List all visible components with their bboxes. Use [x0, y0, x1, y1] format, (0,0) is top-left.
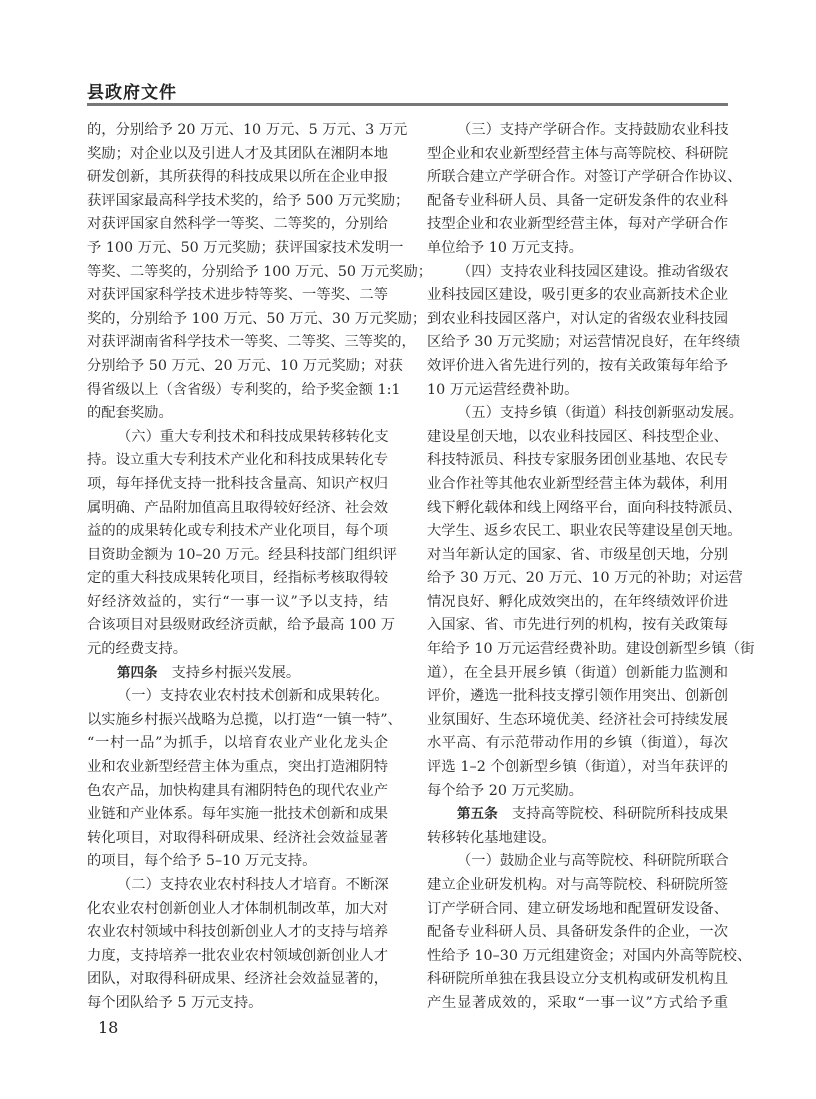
paragraph [427, 850, 752, 1015]
line-text: 业科技园区建设，吸引更多的农业高新技术企业 [427, 287, 728, 304]
text-line [427, 261, 728, 285]
text-line [427, 119, 728, 143]
text-line [87, 520, 388, 544]
text-line [427, 166, 742, 190]
line-text: 研发创新，其所获得的科技成果以所在企业申报 [87, 169, 388, 186]
line-text: 等奖、二等奖的，分别给予 100 万元、50 万元奖励； [87, 263, 433, 280]
line-text: 属明确、产品附加值高且取得较好经济、社会效 [87, 499, 388, 516]
line-text: 奖的，分别给予 100 万元、50 万元、30 万元奖励； [87, 310, 427, 327]
text-line [427, 284, 728, 308]
text-line [427, 614, 728, 638]
text-line [87, 331, 416, 355]
article-label: 第四条 [117, 664, 158, 681]
line-text: 道），在全县开展乡镇（街道）创新能力监测和 [427, 664, 728, 681]
text-line [87, 213, 388, 237]
line-text: 予 100 万元、50 万元奖励；获评国家技术发明一 [87, 239, 404, 256]
text-line [427, 732, 728, 756]
line-text: 支持乡村振兴发展。 [171, 664, 301, 681]
line-text: 支持高等院校、科研院所科技成果 [511, 806, 729, 823]
text-line [87, 780, 388, 804]
text-line [87, 638, 388, 662]
line-text: 的项目，每个给予 5–10 万元支持。 [87, 853, 317, 870]
paragraph [427, 119, 742, 261]
text-line [427, 402, 743, 426]
line-text: 得省级以上（含省级）专利奖的，给予奖金额 1:1 [87, 381, 401, 398]
line-text: 配备专业科研人员、具备研发条件的企业，一次 [427, 924, 728, 941]
line-text: 业和农业新型经营主体为重点，突出打造湘阴特 [87, 759, 388, 776]
text-line [87, 308, 427, 332]
text-line [427, 379, 728, 403]
text-line [427, 449, 728, 473]
text-line [87, 709, 402, 733]
line-text: 项，每年择优支持一批科技含量高、知识产权归 [87, 475, 388, 492]
line-text: （六）重大专利技术和科技成果转移转化支 [117, 428, 389, 445]
paragraph [87, 119, 433, 426]
line-text: 化农业农村创新创业人才体制机制改革，加大对 [87, 900, 388, 917]
line-text: 性给予 10–30 万元组建资金；对国内外高等院校、 [427, 947, 752, 964]
line-text: 合该项目对县级财政经济贡献，给予最高 100 万 [87, 617, 396, 634]
line-text: 型企业和农业新型经营主体与高等院校、科研院 [427, 145, 728, 162]
text-line [87, 237, 404, 261]
article-paragraph [427, 803, 728, 850]
line-text: 所联合建立产学研合作。对签订产学研合作协议、 [427, 169, 742, 186]
line-text: 每个给予 20 万元奖励。 [427, 782, 583, 799]
line-text: （一）鼓励企业与高等院校、科研院所联合 [457, 853, 729, 870]
text-line [427, 497, 742, 521]
running-header-title: 县政府文件 [87, 83, 177, 103]
line-text: 对获评国家自然科学一等奖、二等奖的，分别给 [87, 216, 388, 233]
text-line [427, 968, 728, 992]
text-line [87, 379, 401, 403]
text-line [87, 662, 388, 686]
text-line [427, 756, 728, 780]
line-text: 对获评湖南省科学技术一等奖、二等奖、三等奖的， [87, 334, 416, 351]
line-text: （四）支持农业科技园区建设。推动省级农 [457, 263, 729, 280]
line-text: 给予 30 万元、20 万元、10 万元的补助；对运营 [427, 570, 743, 587]
text-line [427, 544, 728, 568]
paragraph [87, 685, 402, 874]
text-line [87, 143, 388, 167]
line-text: 到农业科技园区落户，对认定的省级农业科技园 [427, 310, 728, 327]
text-line [427, 921, 728, 945]
line-text: 建立企业研发机构。对与高等院校、科研院所签 [427, 877, 728, 893]
line-text: 的配套奖励。 [87, 405, 173, 422]
text-line [87, 968, 388, 992]
line-text: 团队，对取得科研成果、经济社会效益显著的， [87, 971, 388, 988]
line-text: 业链和产业体系。每年实施一批技术创新和成果 [87, 806, 388, 823]
line-text: 奖励；对企业以及引进人才及其团队在湘阴本地 [87, 145, 388, 162]
text-line [427, 685, 728, 709]
text-line [427, 638, 755, 662]
text-line [87, 992, 388, 1016]
line-text: 每个团队给予 5 万元支持。 [87, 994, 263, 1011]
line-text: 分别给予 50 万元、20 万元、10 万元奖励；对获 [87, 357, 403, 374]
line-text: 元的经费支持。 [87, 641, 188, 658]
line-text: 水平高、有示范带动作用的乡镇（街道），每次 [427, 735, 728, 752]
line-text: （二）支持农业农村科技人才培育。不断深 [117, 877, 389, 893]
text-line [427, 426, 728, 450]
text-line [427, 662, 728, 686]
text-line [427, 190, 728, 214]
line-text: （五）支持乡镇（街道）科技创新驱动发展。 [457, 405, 743, 422]
text-line [427, 567, 743, 591]
line-text: 农业农村领域中科技创新创业人才的支持与培养 [87, 924, 388, 941]
line-text: （一）支持农业农村技术创新和成果转化。 [117, 688, 389, 705]
line-text: 持。设立重大专利技术产业化和科技成果转化专 [87, 452, 388, 469]
text-line [427, 237, 728, 261]
line-text: 情况良好、孵化成效突出的，在年终绩效评价进 [427, 593, 728, 610]
line-text: 目资助金额为 10–20 万元。经县科技部门组织评 [87, 546, 397, 563]
paragraph [87, 874, 388, 1016]
text-line [87, 614, 396, 638]
line-text: （三）支持产学研合作。支持鼓励农业科技 [457, 122, 729, 138]
line-text: 线下孵化载体和线上网络平台，面向科技特派员、 [427, 499, 742, 516]
line-text: 力度，支持培养一批农业农村领域创新创业人才 [87, 947, 388, 964]
text-line [427, 803, 728, 827]
header-rule [87, 103, 728, 106]
text-line [427, 308, 728, 332]
line-text: 业氛围好、生态环境优美、经济社会可持续发展 [427, 711, 728, 728]
text-line [87, 803, 388, 827]
text-line [87, 945, 388, 969]
line-text: 好经济效益的，实行“一事一议”予以支持，结 [87, 593, 388, 610]
left-text-column [87, 119, 433, 1016]
text-line [87, 921, 388, 945]
text-line [87, 355, 403, 379]
text-line [87, 544, 397, 568]
line-text: 订产学研合同、建立研发场地和配置研发设备、 [427, 900, 728, 917]
line-text: 产生显著成效的，采取“一事一议”方式给予重 [427, 994, 728, 1011]
line-text: 转移转化基地建设。 [427, 829, 556, 846]
paragraph [427, 402, 755, 803]
right-text-column [427, 119, 755, 1016]
text-line [427, 780, 728, 804]
line-text: 大学生、返乡农民工、职业农民等建设星创天地。 [427, 523, 742, 540]
text-line [427, 850, 728, 874]
text-line [87, 166, 388, 190]
text-line [427, 992, 728, 1016]
text-line [427, 874, 728, 898]
line-text: 业合作社等其他农业新型经营主体为载体，利用 [427, 475, 728, 492]
text-line [87, 685, 388, 709]
text-line [427, 143, 728, 167]
text-line [427, 473, 728, 497]
line-text: 定的重大科技成果转化项目，经指标考核取得较 [87, 570, 388, 587]
text-line [87, 874, 388, 898]
line-text: 评选 1–2 个创新型乡镇（街道），对当年获评的 [427, 759, 728, 776]
text-line [87, 426, 388, 450]
text-line [427, 520, 742, 544]
text-line [87, 567, 388, 591]
text-line [87, 473, 388, 497]
line-text: 区给予 30 万元奖励；对运营情况良好，在年终绩 [427, 334, 741, 351]
text-line [87, 449, 388, 473]
line-text: 益的的成果转化或专利技术产业化项目，每个项 [87, 523, 388, 540]
text-line [87, 827, 388, 851]
line-text: “一村一品”为抓手，以培育农业产业化龙头企 [87, 735, 388, 752]
text-line [427, 898, 728, 922]
line-text: 科研院所单独在我县设立分支机构或研发机构且 [427, 971, 728, 988]
line-text: 色农产品，加快构建具有湘阴特色的现代农业产 [87, 782, 388, 799]
text-line [427, 591, 728, 615]
text-line [427, 827, 728, 851]
line-text: 建设星创天地，以农业科技园区、科技型企业、 [427, 428, 728, 445]
text-line [87, 497, 388, 521]
line-text: 转化项目，对取得科研成果、经济社会效益显著 [87, 829, 388, 846]
text-line [427, 331, 741, 355]
line-text: 获评国家最高科学技术奖的，给予 500 万元奖励； [87, 192, 410, 209]
line-text: 单位给予 10 万元支持。 [427, 239, 583, 256]
text-line [87, 756, 388, 780]
text-line [427, 945, 752, 969]
line-text: 对获评国家科学技术进步特等奖、一等奖、二等 [87, 287, 388, 304]
text-line [427, 355, 728, 379]
line-text: 评价，遴选一批科技支撑引领作用突出、创新创 [427, 688, 728, 705]
article-paragraph [87, 662, 388, 686]
text-line [87, 850, 388, 874]
line-text: 效评价进入省先进行列的，按有关政策每年给予 [427, 357, 728, 374]
paragraph [427, 261, 741, 403]
line-text: 的，分别给予 20 万元、10 万元、5 万元、3 万元 [87, 122, 408, 138]
text-line [427, 213, 728, 237]
line-text: 以实施乡村振兴战略为总揽，以打造“一镇一特”、 [87, 711, 402, 728]
text-line [87, 402, 388, 426]
line-text: 入国家、省、市先进行列的机构，按有关政策每 [427, 617, 728, 634]
line-text: 对当年新认定的国家、省、市级星创天地，分别 [427, 546, 728, 563]
text-line [87, 284, 388, 308]
text-line [427, 709, 728, 733]
article-label: 第五条 [457, 806, 498, 823]
text-line [87, 732, 388, 756]
text-line [87, 898, 388, 922]
text-line [87, 261, 433, 285]
line-text: 配备专业科研人员、具备一定研发条件的农业科 [427, 192, 728, 209]
text-line [87, 190, 410, 214]
line-text: 技型企业和农业新型经营主体，每对产学研合作 [427, 216, 728, 233]
page-number: 18 [98, 1018, 119, 1037]
text-line [87, 119, 408, 143]
line-text: 年给予 10 万元运营经费补助。建设创新型乡镇（街 [427, 641, 755, 658]
line-text: 10 万元运营经费补助。 [427, 381, 579, 398]
line-text: 科技特派员、科技专家服务团创业基地、农民专 [427, 452, 728, 469]
text-line [87, 591, 388, 615]
paragraph [87, 426, 397, 662]
